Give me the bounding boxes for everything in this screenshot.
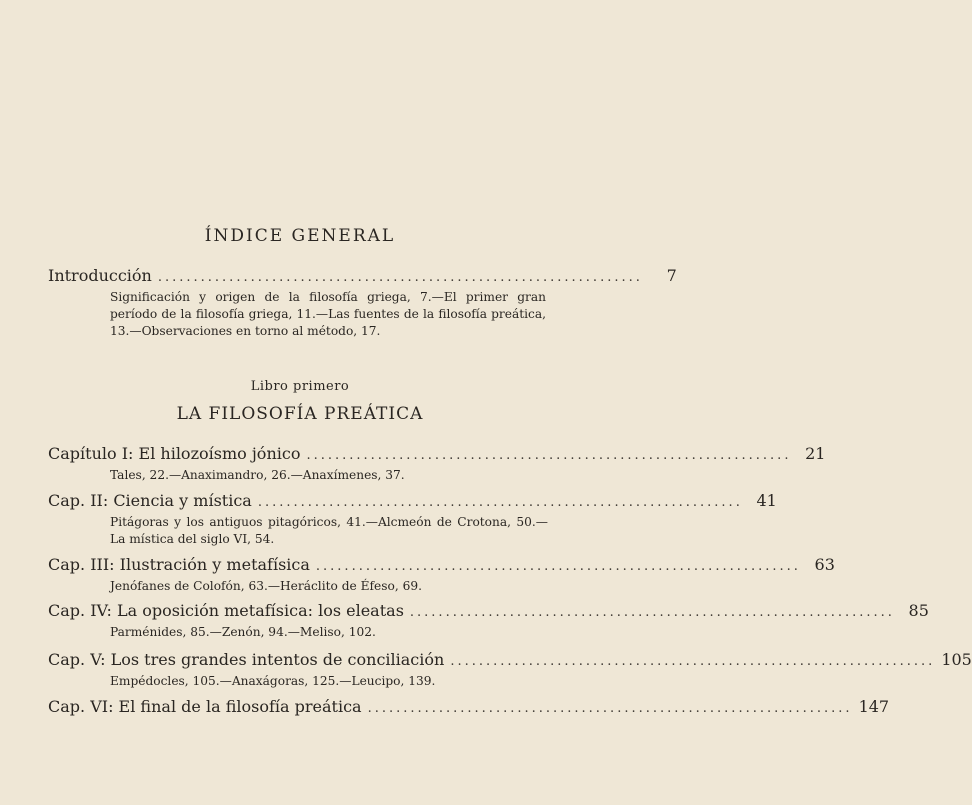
toc-entry-summary: Significación y origen de la filosofía griega, 7.—El primer gran período de la filosofía griega, 11.—Las fuentes de la filosofía preática, 13.—Observaciones en torno al método, 17.: [110, 290, 546, 338]
toc-entry-introduction[interactable]: [48, 266, 677, 340]
toc-page-number: 21: [805, 444, 826, 463]
toc-page-number: 41: [756, 491, 777, 510]
toc-entry-label: Cap. VI: El final de la filosofía preática: [48, 697, 362, 716]
toc-entry-summary: Empédocles, 105.—Anaxágoras, 125.—Leucipo, 139.: [110, 674, 436, 688]
leader-dots: ....................................................................: [367, 701, 853, 716]
leader-dots: ....................................................................: [257, 495, 743, 510]
leader-dots: ....................................................................: [315, 559, 801, 574]
toc-entry-chapter-4[interactable]: [48, 601, 929, 641]
toc-entry-label: Introducción: [48, 266, 152, 285]
toc-page-number: 63: [814, 555, 835, 574]
toc-entry-chapter-3[interactable]: [48, 555, 835, 595]
toc-entry-chapter-5[interactable]: [48, 650, 972, 690]
leader-dots: ....................................................................: [157, 270, 643, 285]
toc-page-number: 85: [908, 601, 929, 620]
toc-entry-summary: Pitágoras y los antiguos pitagóricos, 41.—Alcmeón de Crotona, 50.—La mística del siglo VI, 54.: [110, 515, 548, 546]
show-through-text: [40, 44, 550, 62]
toc-entry-label: Cap. II: Ciencia y mística: [48, 491, 252, 510]
toc-entry-chapter-1[interactable]: [48, 444, 826, 484]
book-label: Libro primero: [250, 379, 350, 394]
toc-page-number: 147: [858, 697, 890, 716]
toc-entry-summary: Tales, 22.—Anaximandro, 26.—Anaxímenes, 37.: [110, 468, 405, 482]
toc-page-number: 105: [941, 650, 972, 669]
leader-dots: ....................................................................: [306, 448, 792, 463]
toc-entry-summary: Jenófanes de Colofón, 63.—Heráclito de Éfeso, 69.: [110, 579, 422, 593]
toc-entry-summary: Parménides, 85.—Zenón, 94.—Meliso, 102.: [110, 625, 376, 639]
index-title: ÍNDICE GENERAL: [204, 226, 396, 246]
toc-entry-chapter-6[interactable]: [48, 697, 890, 716]
toc-entry-label: Cap. IV: La oposición metafísica: los eleatas: [48, 601, 404, 620]
toc-entry-label: Cap. III: Ilustración y metafísica: [48, 555, 310, 574]
toc-entry-label: Cap. V: Los tres grandes intentos de conciliación: [48, 650, 445, 669]
leader-dots: ....................................................................: [409, 605, 895, 620]
leader-dots: ....................................................................: [450, 654, 936, 669]
toc-entry-chapter-2[interactable]: [48, 491, 777, 548]
toc-page-number: 7: [666, 266, 677, 285]
book-title: LA FILOSOFÍA PREÁTICA: [176, 404, 424, 424]
toc-entry-label: Capítulo I: El hilozoísmo jónico: [48, 444, 301, 463]
